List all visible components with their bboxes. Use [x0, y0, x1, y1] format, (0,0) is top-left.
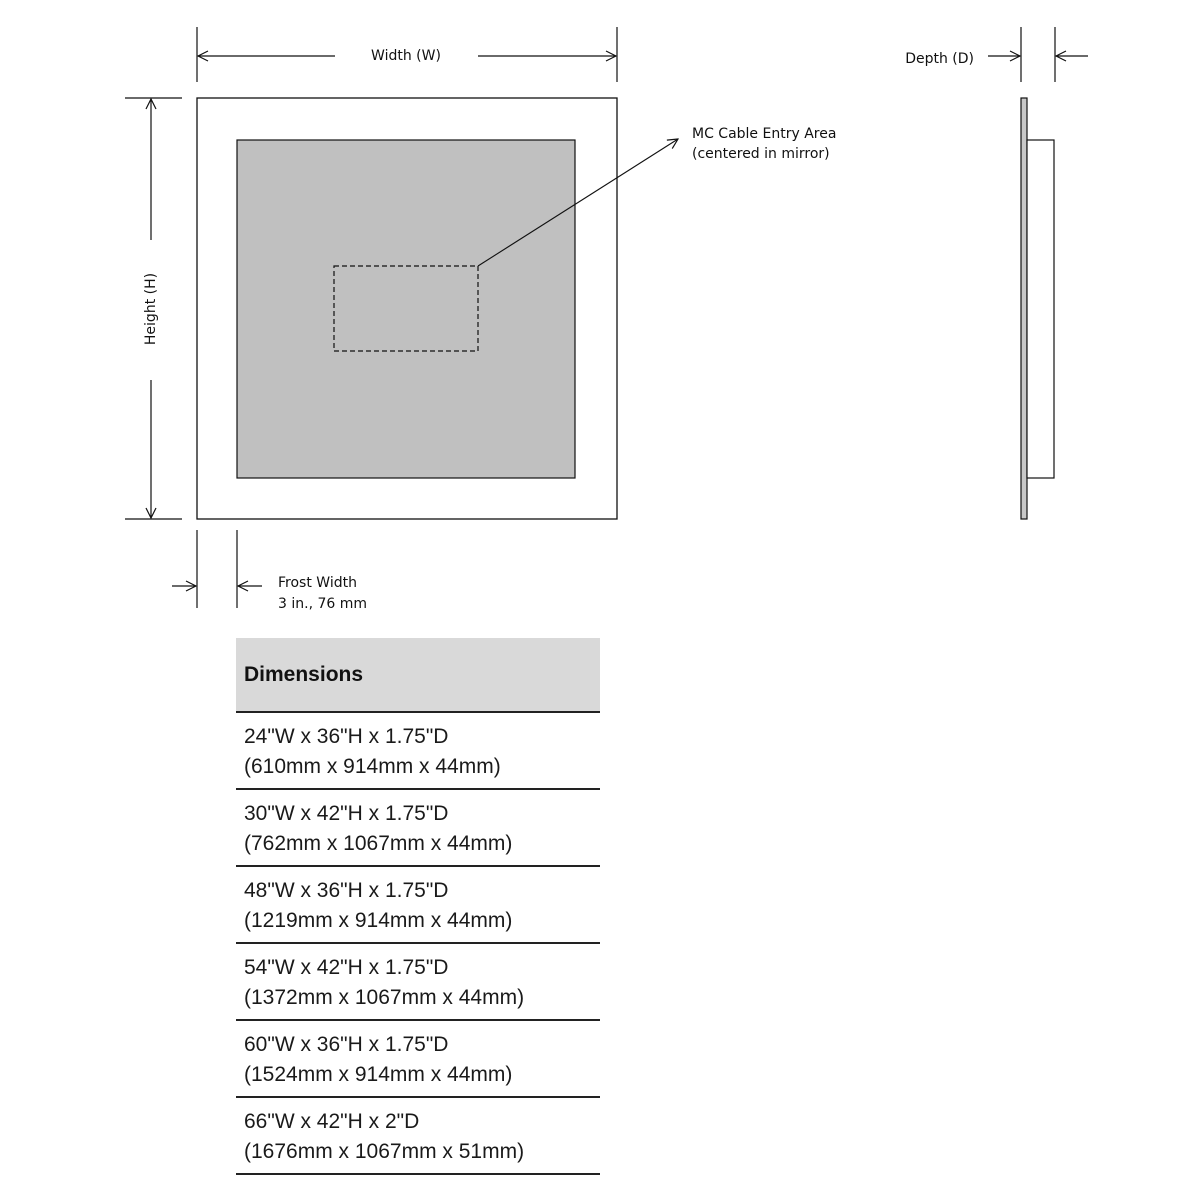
row-metric: (1372mm x 1067mm x 44mm)	[244, 986, 525, 1009]
row-metric: (1219mm x 914mm x 44mm)	[244, 909, 513, 932]
row-imperial: 24"W x 36"H x 1.75"D	[244, 725, 449, 748]
row-metric: (610mm x 914mm x 44mm)	[244, 755, 501, 778]
cable-entry-label-line2: (centered in mirror)	[692, 146, 830, 162]
table-row	[236, 867, 600, 944]
row-imperial: 54"W x 42"H x 1.75"D	[244, 956, 449, 979]
row-imperial: 60"W x 36"H x 1.75"D	[244, 1033, 449, 1056]
table-row	[236, 1021, 600, 1098]
frost-width-dimension	[172, 530, 262, 608]
dimensions-table	[236, 638, 600, 1175]
depth-label: Depth (D)	[905, 51, 974, 67]
depth-dimension	[988, 27, 1088, 82]
row-metric: (1676mm x 1067mm x 51mm)	[244, 1140, 525, 1163]
table-row	[236, 713, 600, 790]
table-row	[236, 790, 600, 867]
row-imperial: 30"W x 42"H x 1.75"D	[244, 802, 449, 825]
width-label: Width (W)	[371, 48, 441, 64]
row-metric: (762mm x 1067mm x 44mm)	[244, 832, 513, 855]
row-imperial: 48"W x 36"H x 1.75"D	[244, 879, 449, 902]
row-metric: (1524mm x 914mm x 44mm)	[244, 1063, 513, 1086]
side-view-mirror-panel	[1021, 98, 1027, 519]
frost-width-label-line1: Frost Width	[278, 575, 357, 591]
cable-entry-label-line1: MC Cable Entry Area	[692, 126, 837, 142]
side-view-housing	[1027, 140, 1054, 478]
frost-width-label-line2: 3 in., 76 mm	[278, 596, 368, 612]
table-row	[236, 944, 600, 1021]
mirror-glass-area	[237, 140, 575, 478]
dimensions-header: Dimensions	[236, 638, 600, 713]
table-row	[236, 1098, 600, 1175]
row-imperial: 66"W x 42"H x 2"D	[244, 1110, 420, 1133]
height-label: Height (H)	[143, 272, 159, 346]
